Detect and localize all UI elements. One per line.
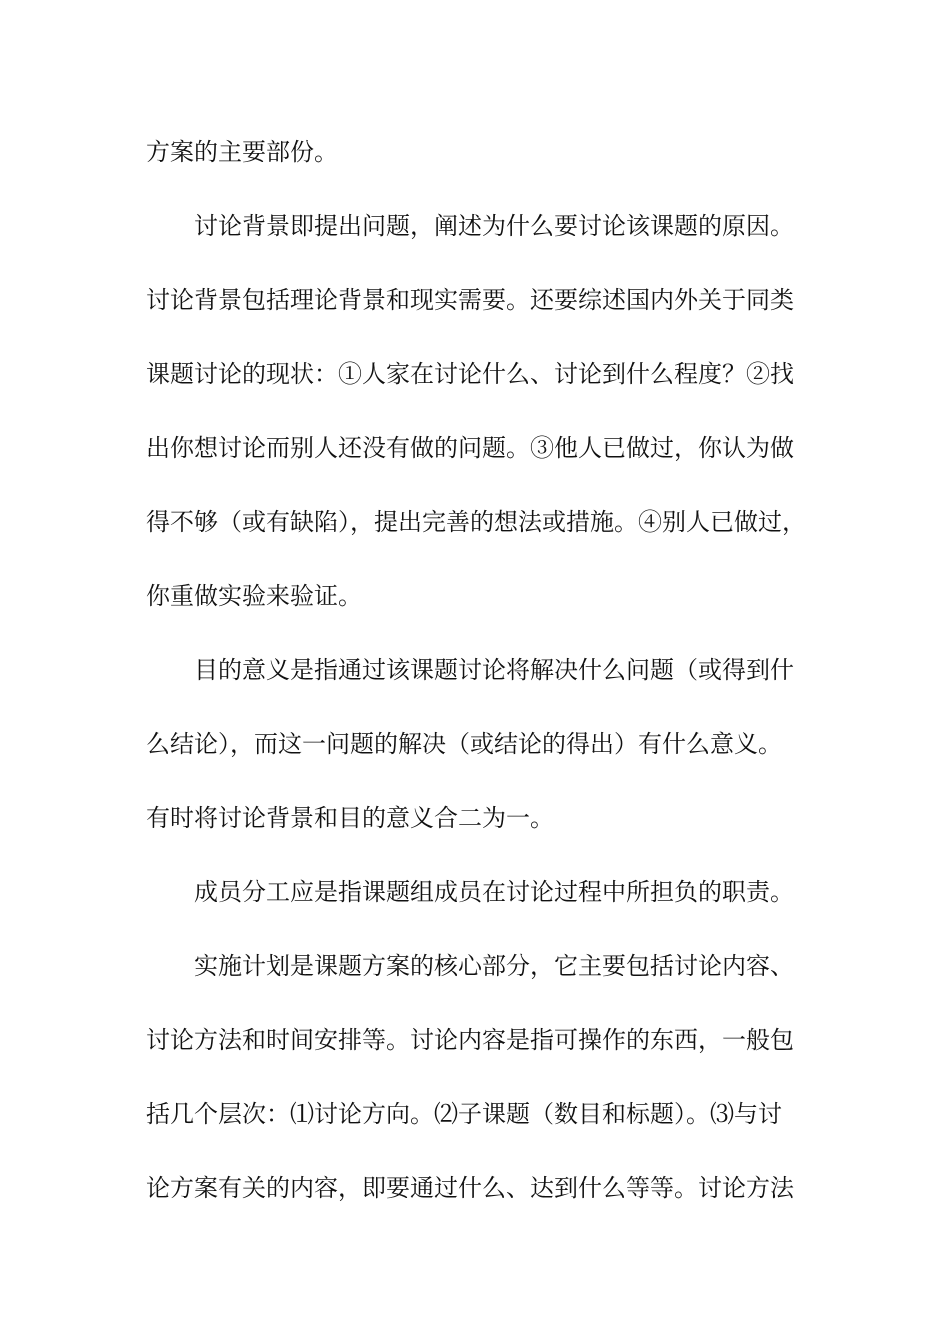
text-line-14: 括几个层次：⑴讨论方向。⑵子课题（数目和标题）。⑶与讨 bbox=[146, 1100, 782, 1128]
text-line-8: 目的意义是指通过该课题讨论将解决什么问题（或得到什 bbox=[194, 656, 794, 684]
text-line-3: 讨论背景包括理论背景和现实需要。还要综述国内外关于同类 bbox=[146, 286, 794, 314]
text-line-12: 实施计划是课题方案的核心部分，它主要包括讨论内容、 bbox=[194, 952, 794, 980]
text-line-1: 方案的主要部份。 bbox=[146, 138, 338, 166]
text-line-10: 有时将讨论背景和目的意义合二为一。 bbox=[146, 804, 554, 832]
text-line-2: 讨论背景即提出问题，阐述为什么要讨论该课题的原因。 bbox=[194, 212, 794, 240]
text-line-9: 么结论），而这一问题的解决（或结论的得出）有什么意义。 bbox=[146, 730, 782, 758]
text-line-13: 讨论方法和时间安排等。讨论内容是指可操作的东西，一般包 bbox=[146, 1026, 794, 1054]
text-line-7: 你重做实验来验证。 bbox=[146, 582, 362, 610]
text-line-6: 得不够（或有缺陷），提出完善的想法或措施。④别人已做过， bbox=[146, 508, 806, 536]
text-line-5: 出你想讨论而别人还没有做的问题。③他人已做过，你认为做 bbox=[146, 434, 794, 462]
text-line-15: 论方案有关的内容，即要通过什么、达到什么等等。讨论方法 bbox=[146, 1174, 794, 1202]
text-line-11: 成员分工应是指课题组成员在讨论过程中所担负的职责。 bbox=[194, 878, 794, 906]
text-line-4: 课题讨论的现状：①人家在讨论什么、讨论到什么程度？②找 bbox=[146, 360, 794, 388]
